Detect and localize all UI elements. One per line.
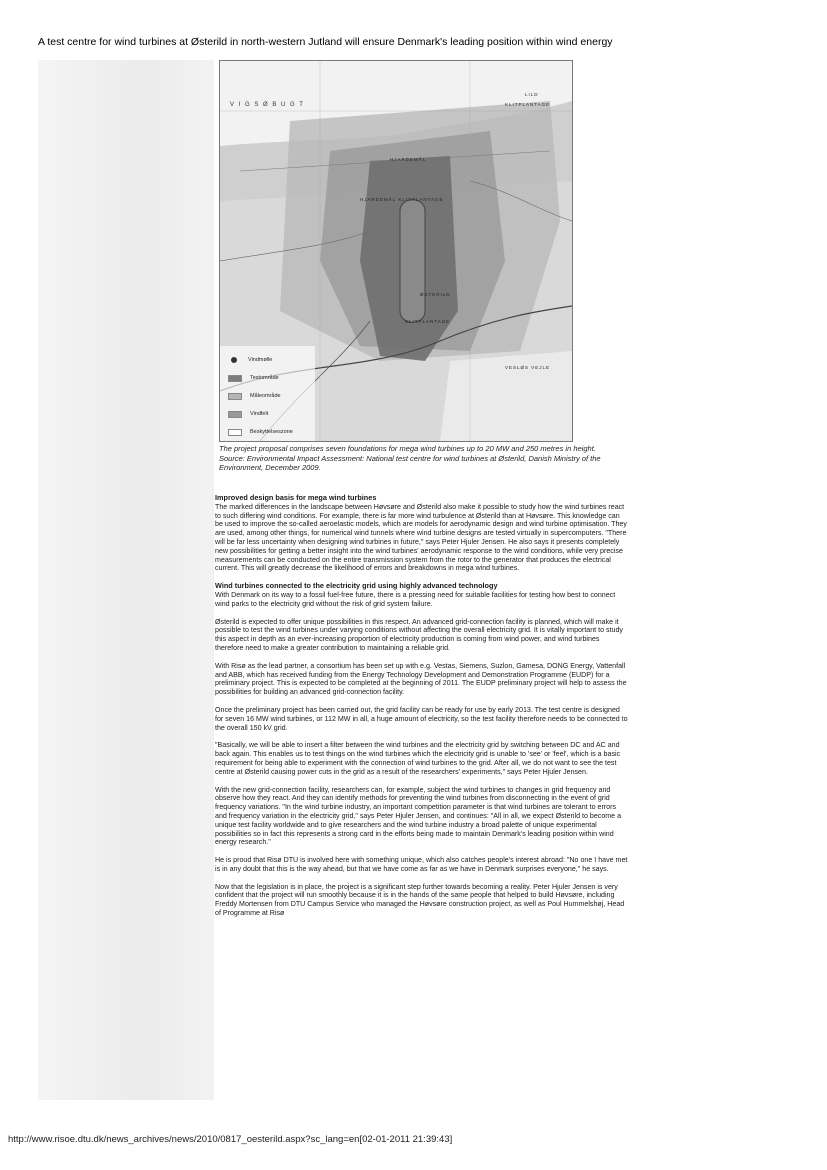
paragraph: Once the preliminary project has been carried out, the grid facility can be ready for use by early 2013. The test centre is designed for seven 16 MW wind turbines, or 112 MW in all, a huge amount of electricity, so the test facility therefore needs to be connected to the overall 150 kV grid. xyxy=(215,705,628,732)
map-figure xyxy=(219,60,573,442)
legend-item-protection-zone xyxy=(228,423,328,441)
caption-source: Source: Environmental Impact Assessment: National test centre for wind turbines at Østerild, Danish Ministry of the Environment, December 2009. xyxy=(219,453,601,472)
paragraph: Now that the legislation is in place, the project is a significant step further towards becoming a reality. Peter Hjuler Jensen is very confident that the project will run smoothly because it is in the hands of the same people that helped to build Høvsøre, including Freddy Mortensen from DTU Campus Service who managed the Høvsøre construction project, as well as Poul Hummelshøj, Head of Programme at Risø xyxy=(215,882,625,918)
legend-swatch xyxy=(228,375,242,382)
section-heading: Improved design basis for mega wind turbines xyxy=(215,493,377,502)
map-legend xyxy=(228,351,328,441)
page-headline: A test centre for wind turbines at Østerild in north-western Jutland will ensure Denmark's leading position within wind energy xyxy=(38,36,613,48)
legend-label: Måleområde xyxy=(250,393,281,399)
paragraph: Østerild is expected to offer unique possibilities in this respect. An advanced grid-connection facility is planned, which will make it possible to test the wind turbines under varying conditions without affecting the overall electricity grid. It is vitally important to study this aspect in depth as an ever-increasing proportion of electricity production is coming from wind power, and wind turbines therefore need to make a greater contribution to maintaining a reliable grid. xyxy=(215,617,623,652)
legend-label: Testområde xyxy=(250,375,279,381)
legend-swatch xyxy=(228,429,242,436)
legend-item-wind-field xyxy=(228,405,328,423)
paragraph: With the new grid-connection facility, researchers can, for example, subject the wind turbines to changes in grid frequency and observe how they react. And they can identify methods for preventing the wind turbines from disconnecting in the event of grid frequency variations. "In the wind turbine industry, an important competition parameter is that wind turbines are tolerant to errors and frequency variation in the electricity grid," says Peter Hjuler Jensen, and continues: "All in all, we expect Østerild to become a unique test facility worldwide and to give researchers and the wind turbine industry a broad palette of unique experimental possibilities so in fact this represents a strong card in the efforts being made to maintain Denmark's leading position within wind energy research." xyxy=(215,785,622,847)
legend-item-measurement-area xyxy=(228,387,328,405)
map-label-hjardemal-plantage: HJARDEMÅL KLITPLANTAGE xyxy=(360,197,444,202)
section-heading: Wind turbines connected to the electricity grid using highly advanced technology xyxy=(215,581,498,591)
left-margin-shading xyxy=(38,60,214,1100)
legend-swatch xyxy=(228,393,242,400)
paragraph: The marked differences in the landscape between Høvsøre and Østerild also make it possible to study how the wind turbines react to such differing wind conditions. For example, there is far more wind turbulence at Østerild than at Høvsøre. This knowledge can be used to improve the so-called aeroelastic models, which are models for aerodynamic design and wind turbine optimisation. They are used, among other things, for numerical wind tunnels where wind turbine designs are tested virtually in supercomputers. "There will be far less uncertainty when designing wind turbines in future," says Peter Hjuler Jensen. He also says it presents completely new possibilities for getting a better insight into the wind turbines' aerodynamic response to the wind conditions, while very precise measurements can be conducted on the entire transmission system from the rotor to the generator that produces the electrical current. This will greatly decrease the likelihood of errors and breakdowns in mega wind turbines. xyxy=(215,502,627,573)
map-label-osterild-plantage: KLITPLANTAGE xyxy=(405,319,451,324)
figure-caption xyxy=(219,444,629,473)
legend-item-turbine xyxy=(228,351,328,369)
article-body xyxy=(215,494,629,927)
turbine-dot-icon xyxy=(231,357,237,363)
legend-swatch xyxy=(228,411,242,418)
paragraph: With Denmark on its way to a fossil fuel-free future, there is a pressing need for suitable facilities for testing how best to connect wind parks to the electricity grid without the risk of grid system failure. xyxy=(215,590,616,608)
caption-text: The project proposal comprises seven foundations for mega wind turbines up to 20 MW and 250 metres in height. xyxy=(219,444,596,453)
legend-item-test-area xyxy=(228,369,328,387)
footer-url: http://www.risoe.dtu.dk/news_archives/news/2010/0817_oesterild.aspx?sc_lang=en[02-01-2011 21:39:43] xyxy=(8,1134,453,1145)
map-label-hjardemal: HJARDEMÅL xyxy=(390,157,427,162)
paragraph: He is proud that Risø DTU is involved here with something unique, which also catches people's interest abroad: "No one I have met is in any doubt that this is the way ahead, but that we have come as far as we have in Denmark surprises everyone," he says. xyxy=(215,856,628,873)
legend-label: Vindfelt xyxy=(250,411,269,417)
legend-label: Beskyttelseszone xyxy=(250,429,293,435)
paragraph: With Risø as the lead partner, a consortium has been set up with e.g. Vestas, Siemens, Suzlon, Gamesa, DONG Energy, Vattenfall and ABB, which has received funding from the Energy Technology Development and Demonstration Programme (EUDP) for a preliminary project. This is expected to be completed at the beginning of 2011. The EUDP preliminary project will help to assess the possibilities for building an advanced grid-connection facility. xyxy=(215,661,627,697)
map-label-klitplantage: KLITPLANTAGE xyxy=(505,102,551,107)
paragraph: "Basically, we will be able to insert a filter between the wind turbines and the electricity grid by switching between DC and AC and back again. This enables us to test things on the wind turbines which the electricity grid is unable to 'see' or 'feel', which is a basic requirement for being able to experiment with the connection of wind turbines to the grid. After all, we do not want to see the test centre at Østerild causing power cuts in the grid as a result of the researchers' experiments," says Peter Hjuler Jensen. xyxy=(215,741,621,776)
map-label-sea: V I G S Ø B U G T xyxy=(230,102,305,108)
legend-label: Vindmølle xyxy=(248,357,273,363)
map-label-vesloe: VESLØS VEJLE xyxy=(505,365,551,370)
map-label-lild: LILD xyxy=(525,92,539,97)
map-label-osterild: ØSTERILD xyxy=(420,292,451,297)
